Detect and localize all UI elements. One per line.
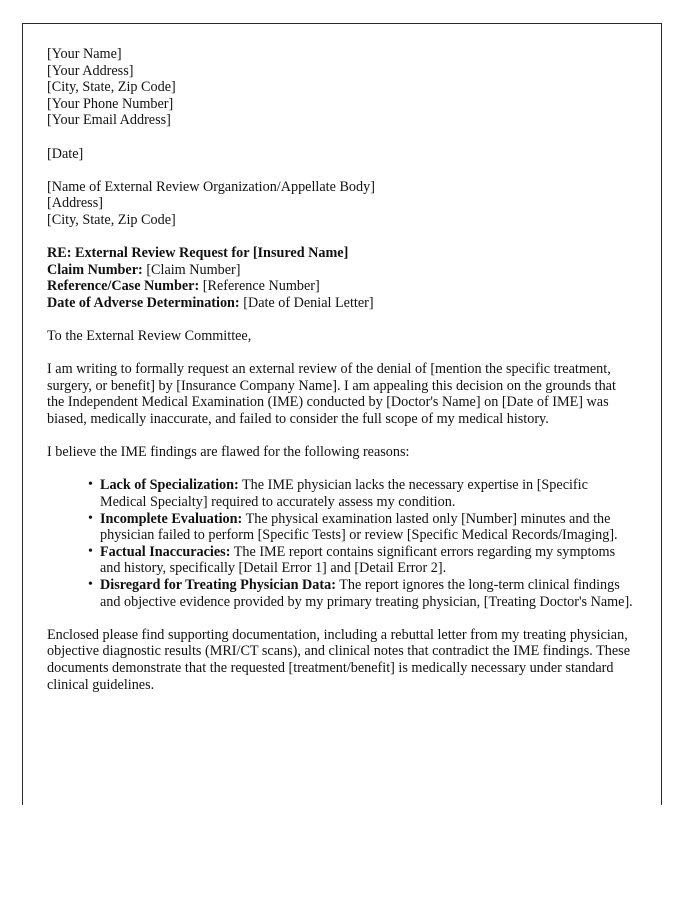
list-item — [88, 577, 635, 610]
list-item — [88, 477, 635, 510]
spacer — [47, 461, 635, 478]
spacer — [47, 129, 635, 146]
spacer — [47, 610, 635, 627]
document-page — [22, 23, 662, 805]
sender-phone: [Your Phone Number] — [47, 95, 174, 112]
reference-number-label: Reference/Case Number: — [47, 278, 200, 295]
letter-content — [23, 24, 661, 693]
recipient-city-state-zip: [City, State, Zip Code] — [47, 211, 176, 228]
reason-text: The report ignores the long-term clinical findings and objective evidence provided by my primary treating physician, [Treating Doctor's Name]. — [100, 577, 633, 610]
opening-paragraph: I am writing to formally request an external review of the denial of [mention the specific treatment, surgery, or benefit] by [Insurance Company Name]. I am appealing this decision on the grounds that the Independent Medical Examination (IME) conducted by [Doctor's Name] on [Date of IME] was biased, medically inaccurate, and failed to consider the full scope of my medical history. — [47, 361, 616, 428]
closing-paragraph: Enclosed please find supporting documentation, including a rebuttal letter from my treating physician, objective diagnostic results (MRI/CT scans), and clinical notes that contradict the IME findings. These documents demonstrate that the requested [treatment/benefit] is medically necessary under standard clinical guidelines. — [47, 626, 630, 693]
reference-number-value: [Reference Number] — [199, 278, 320, 295]
sender-name: [Your Name] — [47, 46, 122, 62]
claim-number-value: [Claim Number] — [142, 261, 241, 278]
subject-line — [47, 245, 635, 262]
reason-text: The physical examination lasted only [Number] minutes and the physician failed to perform [Specific Tests] or review [Specific Medical Records/Imaging]. — [100, 510, 618, 544]
salutation: To the External Review Committee, — [47, 328, 252, 345]
spacer — [47, 312, 635, 329]
reason-label: Factual Inaccuracies: — [100, 543, 231, 560]
list-item — [88, 544, 635, 577]
adverse-determination-line — [47, 295, 635, 312]
reference-block — [47, 245, 635, 311]
letter-date: [Date] — [47, 145, 84, 162]
spacer — [47, 162, 635, 179]
reason-text: The IME physician lacks the necessary expertise in [Specific Medical Specialty] required to accurately assess my condition. — [100, 477, 588, 511]
sender-address-block — [47, 46, 635, 129]
adverse-determination-label: Date of Adverse Determination: — [47, 294, 240, 311]
reasons-list — [47, 477, 635, 610]
list-item — [88, 511, 635, 544]
spacer — [47, 345, 635, 362]
reason-label: Lack of Specialization: — [100, 477, 239, 494]
reason-label: Disregard for Treating Physician Data: — [100, 577, 336, 593]
reference-number-line — [47, 278, 635, 295]
subject-line-label: RE: External Review Request for [Insured Name] — [47, 245, 349, 262]
adverse-determination-value: [Date of Denial Letter] — [239, 294, 374, 311]
recipient-street: [Address] — [47, 195, 103, 212]
spacer — [47, 229, 635, 246]
sender-street: [Your Address] — [47, 62, 134, 79]
sender-email: [Your Email Address] — [47, 112, 171, 129]
recipient-address-block — [47, 179, 635, 229]
reason-label: Incomplete Evaluation: — [100, 510, 243, 527]
claim-number-line — [47, 262, 635, 279]
reasons-intro: I believe the IME findings are flawed for the following reasons: — [47, 444, 410, 461]
sender-city-state-zip: [City, State, Zip Code] — [47, 79, 176, 96]
reason-text: The IME report contains significant errors regarding my symptoms and history, specifically [Detail Error 1] and [Detail Error 2]. — [100, 543, 616, 577]
spacer — [47, 428, 635, 445]
claim-number-label: Claim Number: — [47, 261, 143, 278]
recipient-organization: [Name of External Review Organization/Appellate Body] — [47, 178, 375, 195]
